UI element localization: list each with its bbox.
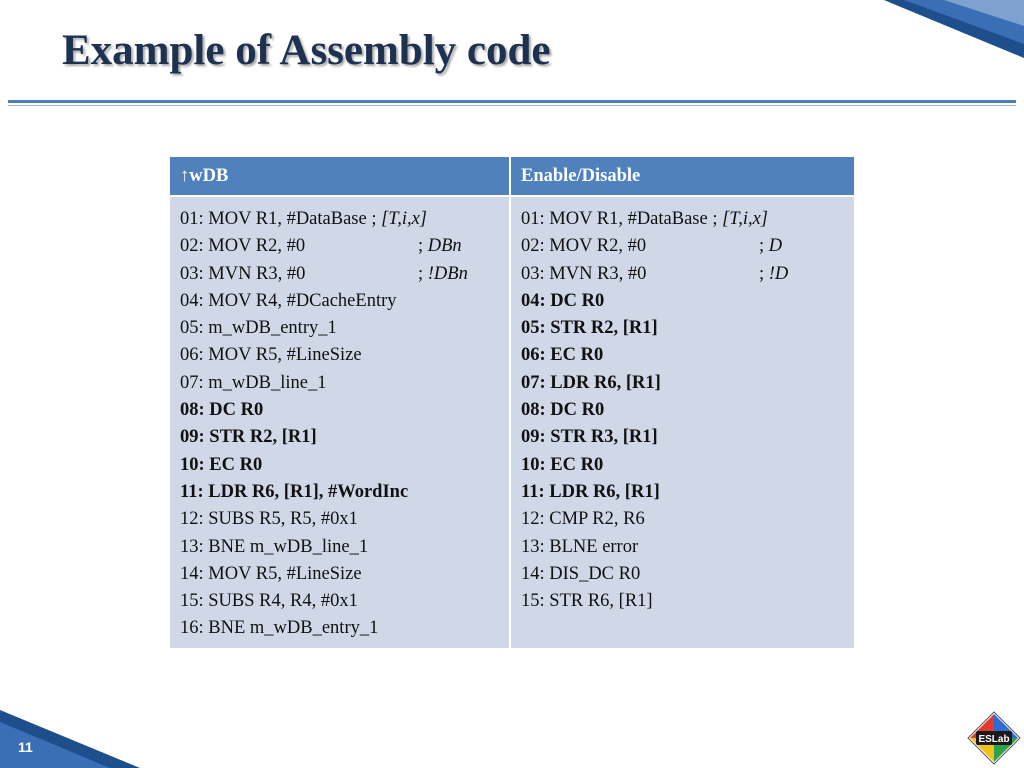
code-line [521, 315, 844, 342]
slide-title: Example of Assembly code [62, 27, 551, 74]
code-line [180, 588, 499, 615]
code-instruction: 16: BNE m_wDB_entry_1 [180, 618, 379, 639]
code-instruction: 08: DC R0 [180, 400, 264, 421]
header-enable-disable: Enable/Disable [510, 157, 854, 196]
code-line [180, 479, 499, 506]
corner-decoration-top-right [884, 0, 1024, 60]
code-line [521, 288, 844, 315]
title-divider [8, 100, 1016, 103]
code-line [180, 534, 499, 561]
code-instruction: 15: SUBS R4, R4, #0x1 [180, 591, 358, 612]
code-line [180, 261, 499, 288]
code-comment: ; !DBn [418, 263, 468, 284]
code-line [521, 506, 844, 533]
header-wdb: ↑wDB [170, 157, 510, 196]
code-instruction: 14: DIS_DC R0 [521, 563, 641, 584]
code-line [180, 206, 499, 233]
code-line [180, 424, 499, 451]
code-comment: ; D [759, 236, 783, 257]
code-line [521, 397, 844, 424]
code-line [521, 561, 844, 588]
code-line [521, 370, 844, 397]
code-line [521, 534, 844, 561]
code-instruction: 12: SUBS R5, R5, #0x1 [180, 509, 358, 530]
code-line [521, 342, 844, 369]
code-line [180, 506, 499, 533]
code-line [180, 288, 499, 315]
code-line [521, 452, 844, 479]
corner-decoration-bottom-left [0, 708, 140, 768]
code-instruction: 02: MOV R2, #0 [180, 236, 306, 257]
code-line [180, 370, 499, 397]
enable-disable-code-column [510, 196, 854, 648]
eslab-logo [966, 710, 1022, 766]
code-line [521, 233, 844, 260]
code-line [180, 342, 499, 369]
code-line [180, 233, 499, 260]
code-comment: ; !D [759, 263, 789, 284]
code-instruction: 01: MOV R1, #DataBase [521, 209, 708, 229]
code-line [180, 315, 499, 342]
code-instruction: 08: DC R0 [521, 400, 605, 421]
code-line [521, 261, 844, 288]
code-instruction: 09: STR R2, [R1] [180, 427, 317, 448]
code-instruction: 11: LDR R6, [R1] [521, 481, 660, 502]
code-line [521, 206, 844, 233]
code-line [180, 561, 499, 588]
code-line [180, 452, 499, 479]
code-comment: ; [T,i,x] [366, 209, 428, 229]
code-instruction: 14: MOV R5, #LineSize [180, 563, 362, 584]
svg-text:ESLab: ESLab [978, 734, 1010, 745]
code-instruction: 06: MOV R5, #LineSize [180, 345, 362, 366]
code-instruction: 05: STR R2, [R1] [521, 318, 658, 339]
code-instruction: 03: MVN R3, #0 [521, 263, 647, 284]
page-number: 11 [18, 739, 33, 755]
code-instruction: 09: STR R3, [R1] [521, 427, 658, 448]
code-comment: ; DBn [418, 236, 462, 257]
code-line [180, 397, 499, 424]
assembly-code-table [170, 157, 854, 648]
code-line [521, 479, 844, 506]
code-line [180, 615, 499, 642]
code-instruction: 05: m_wDB_entry_1 [180, 318, 337, 339]
code-instruction: 04: DC R0 [521, 290, 605, 311]
code-instruction: 07: LDR R6, [R1] [521, 372, 661, 393]
code-instruction: 03: MVN R3, #0 [180, 263, 306, 284]
code-instruction: 13: BNE m_wDB_line_1 [180, 536, 369, 557]
code-instruction: 15: STR R6, [R1] [521, 591, 653, 612]
code-instruction: 13: BLNE error [521, 536, 639, 557]
code-instruction: 06: EC R0 [521, 345, 604, 366]
code-line [521, 588, 844, 615]
title-divider-thin [8, 105, 1016, 106]
code-instruction: 02: MOV R2, #0 [521, 236, 647, 257]
code-instruction: 01: MOV R1, #DataBase [180, 209, 367, 229]
code-instruction: 07: m_wDB_line_1 [180, 372, 327, 393]
code-instruction: 12: CMP R2, R6 [521, 509, 645, 530]
code-instruction: 10: EC R0 [180, 454, 263, 475]
code-instruction: 04: MOV R4, #DCacheEntry [180, 290, 397, 311]
code-instruction: 10: EC R0 [521, 454, 604, 475]
code-line [521, 424, 844, 451]
code-instruction: 11: LDR R6, [R1], #WordInc [180, 481, 409, 502]
code-comment: ; [T,i,x] [707, 209, 769, 229]
wdb-code-column [170, 196, 510, 648]
